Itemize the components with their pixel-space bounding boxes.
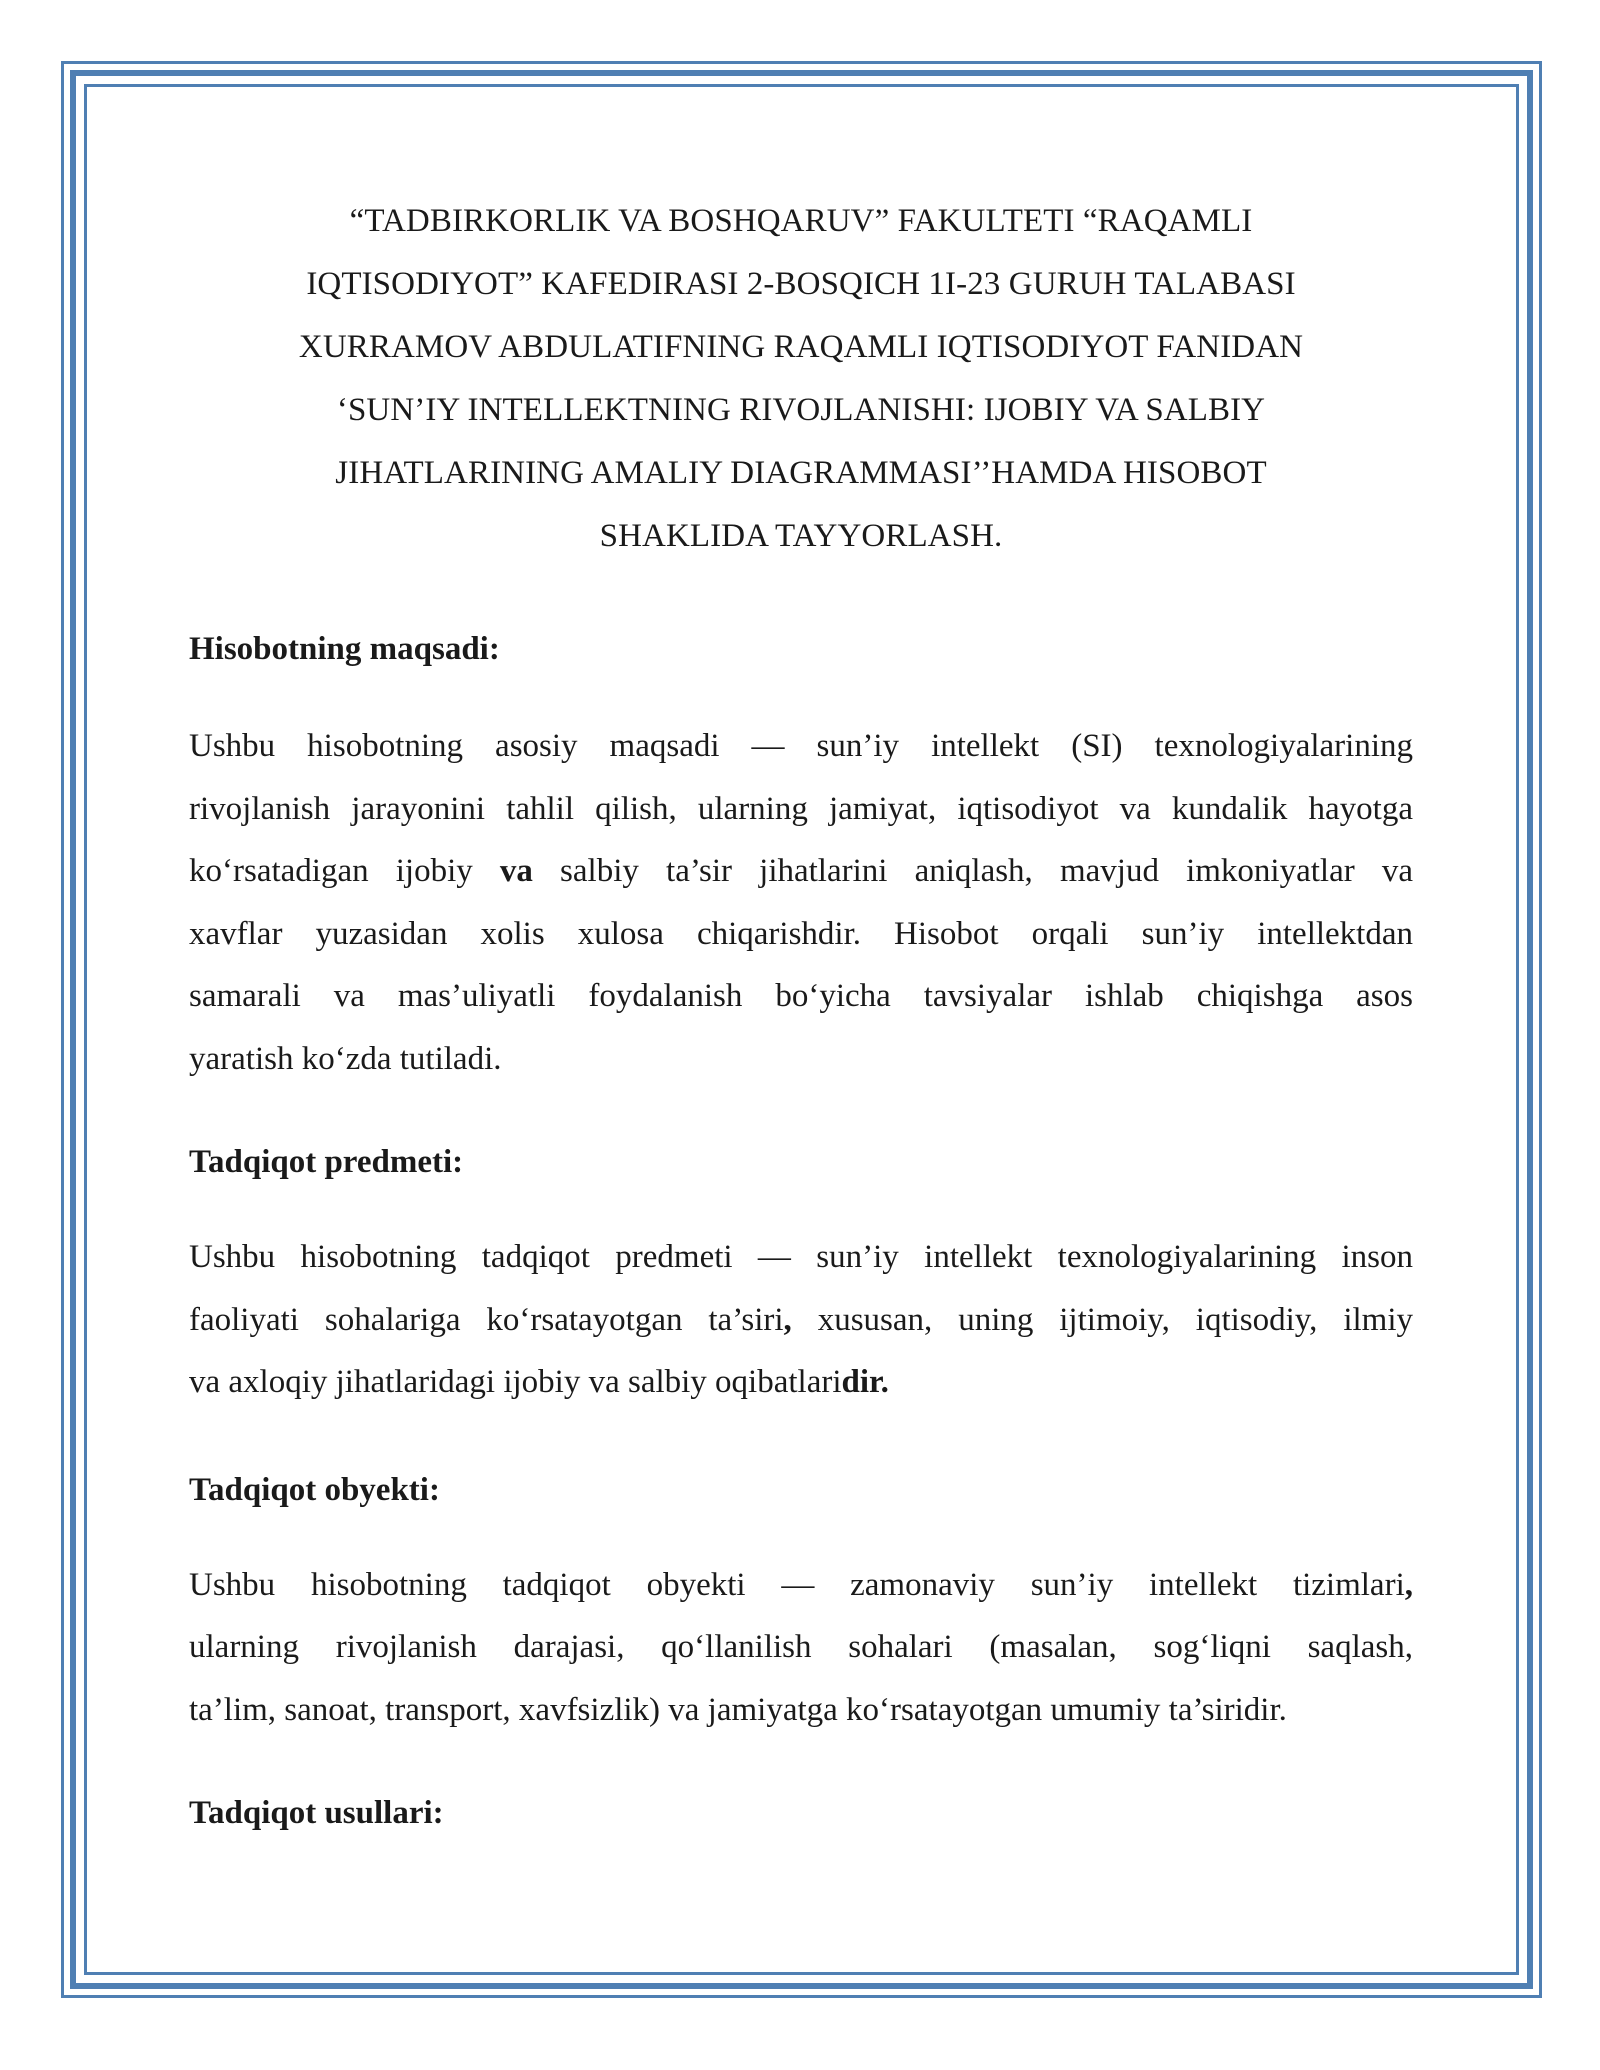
title-line-4: ‘SUN’IY INTELLEKTNING RIVOJLANISHI: IJOBIY VA SALBIY <box>336 392 1266 428</box>
paragraph-line: xavflar yuzasidan xolis xulosa chiqarishdir. Hisobot orqali sun’iy intellektdan <box>189 915 1413 952</box>
paragraph-line <box>189 840 1413 903</box>
paragraph-line: ularning rivojlanish darajasi, qo‘llanilish sohalari (masalan, sog‘liqni saqlash, <box>189 1629 1413 1665</box>
paragraph-line <box>189 1289 1413 1352</box>
document-title <box>189 190 1413 568</box>
title-line-5: JIHATLARINING AMALIY DIAGRAMMASI’’HAMDA HISOBOT <box>335 455 1267 491</box>
bold-text: , <box>1404 1566 1413 1603</box>
section-paragraph-obyekti <box>189 1554 1413 1742</box>
paragraph-text: xususan, uning ijtimoiy, iqtisodiy, ilmiy <box>791 1301 1413 1338</box>
paragraph-line <box>189 1351 1413 1414</box>
document-body <box>189 190 1413 1833</box>
paragraph-line: rivojlanish jarayonini tahlil qilish, ularning jamiyat, iqtisodiyot va kundalik hayotga <box>189 790 1413 827</box>
title-line-1: “TADBIRKORLIK VA BOSHQARUV” FAKULTETI “RAQAMLI <box>349 203 1253 239</box>
bold-text: va <box>499 853 533 889</box>
bold-text: dir. <box>841 1364 889 1400</box>
bold-text: , <box>783 1301 792 1338</box>
section-paragraph-maqsadi <box>189 715 1413 1090</box>
section-paragraph-predmeti <box>189 1226 1413 1414</box>
paragraph-text: faoliyati sohalariga ko‘rsatayotgan ta’siri <box>189 1301 784 1338</box>
paragraph-line: yaratish ko‘zda tutiladi. <box>189 1040 502 1077</box>
paragraph-line: Ushbu hisobotning tadqiqot predmeti — sun’iy intellekt texnologiyalarining inson <box>189 1239 1413 1275</box>
paragraph-text: ko‘rsatadigan ijobiy <box>189 853 500 889</box>
paragraph-line: samarali va mas’uliyatli foydalanish bo‘yicha tavsiyalar ishlab chiqishga asos <box>189 978 1413 1014</box>
title-line-2: IQTISODIYOT” KAFEDIRASI 2-BOSQICH 1I-23 GURUH TALABASI <box>306 266 1296 302</box>
section-heading-maqsadi: Hisobotning maqsadi: <box>189 631 500 667</box>
section-heading-usullari: Tadqiqot usullari: <box>189 1795 444 1831</box>
section-heading-obyekti: Tadqiqot obyekti: <box>189 1471 440 1508</box>
paragraph-text: va axloqiy jihatlaridagi ijobiy va salbiy oqibatlari <box>189 1364 842 1400</box>
paragraph-text: salbiy ta’sir jihatlarini aniqlash, mavjud imkoniyatlar va <box>532 853 1413 889</box>
title-line-6: SHAKLIDA TAYYORLASH. <box>599 518 1003 554</box>
paragraph-line <box>189 1554 1413 1617</box>
paragraph-line: ta’lim, sanoat, transport, xavfsizlik) va jamiyatga ko‘rsatayotgan umumiy ta’siridir. <box>189 1691 1287 1728</box>
title-line-3: XURRAMOV ABDULATIFNING RAQAMLI IQTISODIYOT FANIDAN <box>298 329 1304 365</box>
paragraph-line: Ushbu hisobotning asosiy maqsadi — sun’iy intellekt (SI) texnologiyalarining <box>189 728 1413 764</box>
paragraph-text: Ushbu hisobotning tadqiqot obyekti — zamonaviy sun’iy intellekt tizimlari <box>189 1566 1405 1603</box>
section-heading-predmeti: Tadqiqot predmeti: <box>189 1144 464 1180</box>
